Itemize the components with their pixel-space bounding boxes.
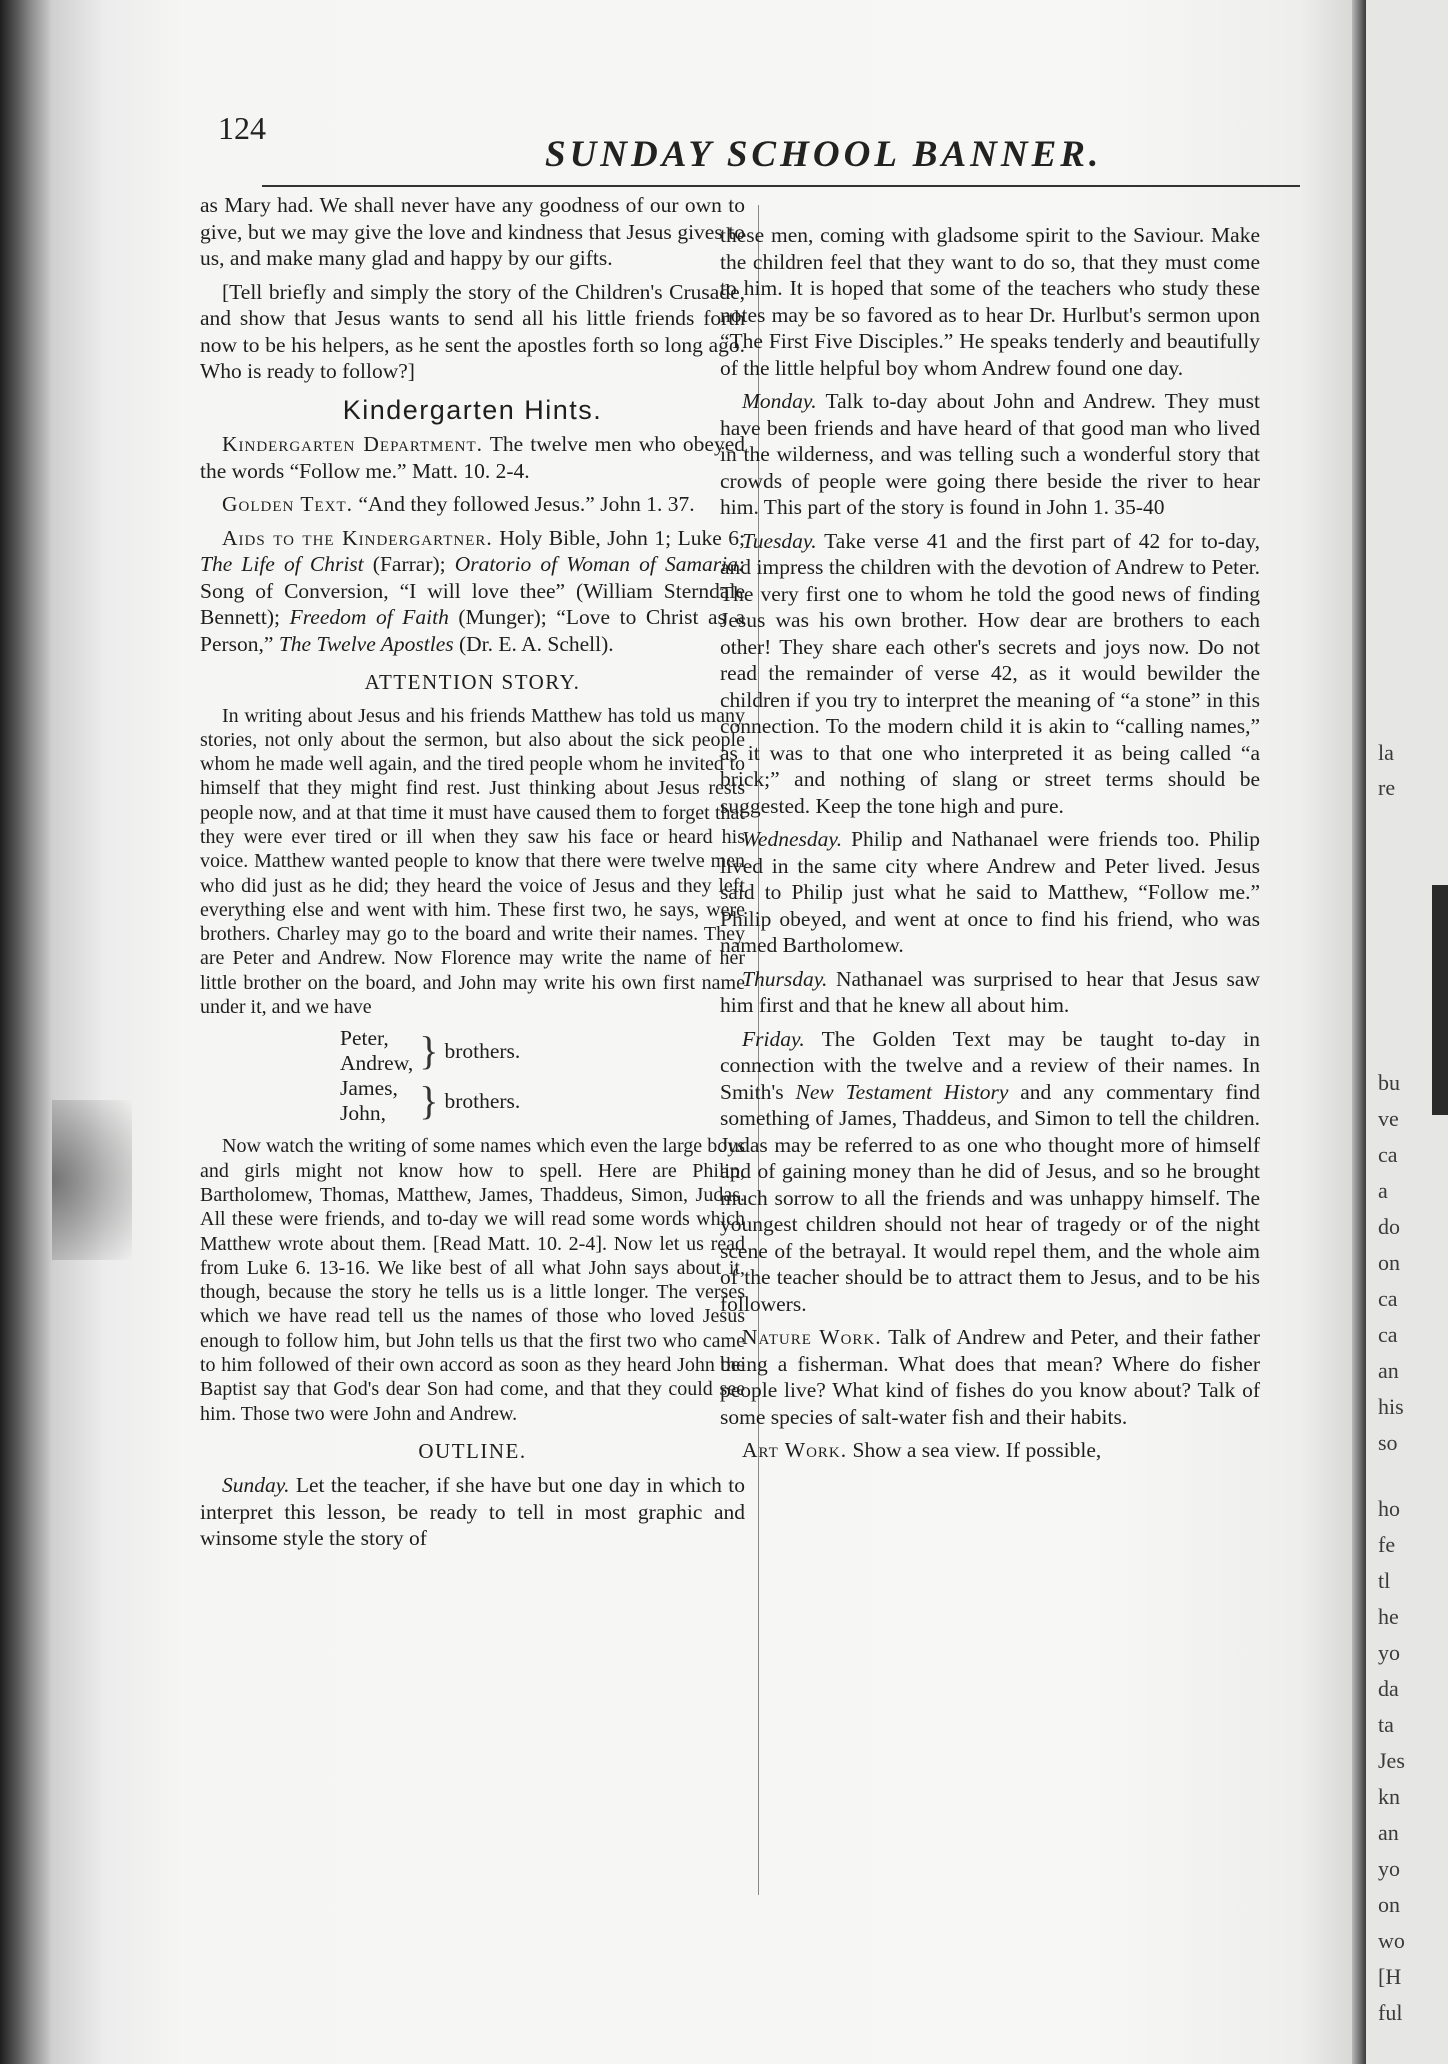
text: Holy Bible, John 1; Luke 6; (499, 525, 746, 550)
adjacent-page-text-fragment: la (1378, 740, 1394, 765)
paragraph-thursday (720, 966, 1260, 1019)
label: Aids to the Kindergartner. (222, 525, 493, 550)
day-label: Thursday. (742, 966, 828, 991)
page-number: 124 (218, 110, 266, 146)
adjacent-page-text-fragment: re (1378, 775, 1396, 800)
paragraph-aids (200, 525, 745, 658)
paragraph: Now watch the writing of some names which even the large boys and girls might not know how to spell. Here are Philip, Bartholomew, Thomas, Matthew, James, Thaddeus, Simon, Judas. All these were friends, and to-day we will read some words which Matthew wrote about them. [Read Matt. 10. 2-4]. Now let us read from Luke 6. 13-16. We like best of all what John says about it, though, because the story he tells us is a little longer. The verses which we have read tell us the names of those who loved Jesus enough to follow him, but John tells us that the first two who came to him followed of their own accord as soon as they heard John the Baptist say that God's dear Son had come, and that they could see him. Those two were John and Andrew. (200, 1135, 745, 1425)
adjacent-page-text-fragment: ca (1378, 1142, 1398, 1167)
left-column (200, 192, 745, 1559)
name-pair (340, 1026, 419, 1076)
adjacent-page-text-fragment: yo (1378, 1856, 1400, 1881)
scan-smudge (52, 1100, 132, 1260)
text: Talk of Andrew and Peter, and their father being a fisherman. What does that mean? Where do fisher people live? What kind of fishes do you know about? Talk of some species of salt-water fish and their habits. (720, 1325, 1260, 1429)
text: Show a sea view. If possible, (852, 1438, 1102, 1462)
adjacent-page-text-fragment: bu (1378, 1070, 1400, 1095)
text: Nathanael was surprised to hear that Jesus saw him first and that he knew all about him. (720, 966, 1260, 1017)
book-edge (0, 0, 52, 2064)
brace-icon: } (419, 1028, 439, 1074)
paragraph: as Mary had. We shall never have any goodness of our own to give, but we may give the love and kindness that Jesus gives to us, and make many glad and happy by our gifts. (200, 193, 745, 270)
adjacent-page-text-fragment: on (1378, 1892, 1400, 1917)
day-label: Monday. (742, 389, 817, 413)
text: Talk to-day about John and Andrew. They must have been friends and have heard of that good man who lived in the wilderness, and was telling such a wonderful story that crowds of people were going there beside the river to hear him. This part of the story is found in John 1. 35-40 (720, 389, 1260, 519)
paragraph-wednesday (720, 826, 1260, 959)
day-label: Tuesday. (742, 528, 817, 553)
book-title: Oratorio of Woman of Samaria: (454, 552, 746, 576)
pair-label: brothers. (444, 1038, 521, 1063)
header-rule (262, 185, 1300, 187)
paragraph-tuesday (720, 528, 1260, 820)
adjacent-page-text-fragment: Jes (1378, 1748, 1405, 1773)
adjacent-page-image (1432, 885, 1448, 1115)
adjacent-page-text-fragment: his (1378, 1394, 1404, 1419)
adjacent-page-text-fragment: da (1378, 1676, 1399, 1701)
day-label: Sunday. (222, 1473, 290, 1498)
outline-heading: OUTLINE. (418, 1438, 527, 1463)
paragraph-department (200, 431, 745, 484)
book-title: Freedom of Faith (289, 605, 449, 629)
paragraph-golden-text (200, 491, 745, 518)
adjacent-page-text-fragment: a (1378, 1178, 1388, 1203)
running-title: SUNDAY SCHOOL BANNER. (545, 134, 1103, 175)
adjacent-page-text-fragment: kn (1378, 1784, 1400, 1809)
name-pair (340, 1076, 419, 1126)
text: Take verse 41 and the first part of 42 for to-day, and impress the children with the devotion of Andrew to Peter. The very first one to whom he told the good news of finding Jesus was his own brother. How dear are brothers to each other! They share each other's secrets and joys now. Do not read the remainder of verse 42, as it would bewilder the children if you try to interpret the meaning of “a stone” in this connection. To the modern child it is akin to “calling names,” as it was to that one who interpreted it as being called “a brick;” and nothing of slang or street terms should be suggested. Keep the tone high and pure. (720, 528, 1260, 818)
paragraph-friday (720, 1026, 1260, 1318)
label: Golden Text. (222, 492, 354, 516)
day-label: Wednesday. (742, 827, 843, 851)
pair-label: brothers. (444, 1088, 521, 1113)
adjacent-page-text-fragment: ca (1378, 1322, 1398, 1347)
text: and any commentary find something of James, Thaddeus, and Simon to tell the children. Judas may be referred to as one who thought more of himself and of gaining money than he did of Jesus, and so he brought much sorrow to all the friends and was unhappy himself. The youngest children should not hear of tragedy or of the night scene of the betrayal. It would repel them, and the whole aim of the teacher should be to attract them to Jesus, and to be his followers. (720, 1079, 1261, 1316)
text: (Munger); “Love to Christ as a Person,” (200, 605, 746, 656)
adjacent-page-text-fragment: wo (1378, 1928, 1405, 1953)
paragraph: In writing about Jesus and his friends Matthew has told us many stories, not only about the sermon, but also about the sick people whom he made well again, and the tired people whom he invited to himself that they might find rest. Just thinking about Jesus rests people now, and at that time it must have caused them to forget that they were ever tired or ill when they saw his face or heard his voice. Matthew wanted people to know that there were twelve men who did just as he did; they heard the voice of Jesus and they left everything else and went with him. These first two, he says, were brothers. Charley may go to the board and write their names. They are Peter and Andrew. Now Florence may write the name of her little brother on the board, and John may write his own first name under it, and we have (200, 704, 745, 1019)
section-heading: Kindergarten Hints. (342, 394, 603, 425)
adjacent-page-text-fragment: ca (1378, 1286, 1398, 1311)
text: (Farrar); (372, 552, 446, 576)
book-title: The Twelve Apostles (278, 631, 454, 656)
story-heading: ATTENTION STORY. (364, 670, 581, 694)
names-list (340, 1026, 526, 1126)
adjacent-page-text-fragment: [H (1378, 1964, 1402, 1989)
adjacent-page-text-fragment: ta (1378, 1712, 1394, 1737)
label: Nature Work. (742, 1325, 882, 1349)
text: Song of Conversion, “I will love thee” (William Sterndale Bennett); (200, 578, 745, 629)
adjacent-page-text-fragment: he (1378, 1604, 1399, 1629)
book-gutter (1352, 0, 1366, 2064)
label: Kindergarten Department. (222, 432, 484, 456)
name: Andrew, (340, 1051, 414, 1076)
adjacent-page-text-fragment: so (1378, 1430, 1398, 1455)
adjacent-page-text-fragment: ful (1378, 2000, 1403, 2025)
name: John, (340, 1101, 386, 1126)
paragraph: these men, coming with gladsome spirit to the Saviour. Make the children feel that they want to do so, that they must come to him. It is hoped that some of the teachers who study these notes may be so favored as to hear Dr. Hurlbut's sermon upon “The First Five Disciples.” He speaks tenderly and beautifully of the little helpful boy whom Andrew found one day. (720, 223, 1260, 380)
name: James, (340, 1076, 398, 1101)
adjacent-page-text-fragment: on (1378, 1250, 1400, 1275)
label: Art Work. (742, 1438, 848, 1462)
text: “And they followed Jesus.” John 1. 37. (358, 492, 695, 516)
day-label: Friday. (742, 1026, 805, 1051)
text: Let the teacher, if she have but one day in which to interpret this lesson, be ready to tell in most graphic and winsome style the story of (200, 1473, 745, 1551)
paragraph-art-work (720, 1437, 1260, 1464)
paragraph: [Tell briefly and simply the story of the Children's Crusade, and show that Jesus wants to send all his little friends forth now to be his helpers, as he sent the apostles forth so long ago. Who is ready to follow?] (200, 279, 745, 383)
text: Philip and Nathanael were friends too. Philip lived in the same city where Andrew and Peter lived. Jesus said to Philip just what he said to Matthew, “Follow me.” Philip obeyed, and went at once to find his friend, who was named Bartholomew. (720, 827, 1261, 957)
adjacent-page-text-fragment: ve (1378, 1106, 1399, 1131)
adjacent-page-text-fragment: tl (1378, 1568, 1391, 1593)
adjacent-page-text-fragment: fe (1378, 1532, 1396, 1557)
paragraph-nature-work (720, 1324, 1260, 1430)
adjacent-page-text-fragment: ho (1378, 1496, 1400, 1521)
adjacent-page-edge (1366, 0, 1448, 2064)
right-column (720, 222, 1260, 1471)
adjacent-page-text-fragment: yo (1378, 1640, 1400, 1665)
book-title: The Life of Christ (200, 552, 364, 576)
paragraph-monday (720, 388, 1260, 521)
adjacent-page-text-fragment: an (1378, 1820, 1399, 1845)
paragraph-sunday (200, 1472, 745, 1552)
adjacent-page-text-fragment: an (1378, 1358, 1399, 1383)
adjacent-page-text-fragment: do (1378, 1214, 1400, 1239)
text: The Golden Text may be taught to-day in connection with the twelve and a review of their names. In Smith's (720, 1026, 1260, 1104)
text: (Dr. E. A. Schell). (458, 631, 614, 656)
brace-icon: } (419, 1078, 439, 1124)
text: The twelve men who obeyed the words “Follow me.” Matt. 10. 2-4. (200, 432, 745, 483)
name: Peter, (340, 1026, 389, 1051)
book-title: New Testament History (795, 1079, 1009, 1104)
